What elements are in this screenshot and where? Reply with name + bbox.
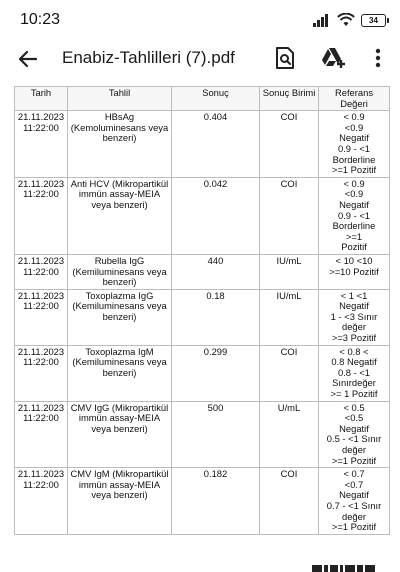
row-reference: < 1 <1 Negatif 1 - <3 Sınır değer >=3 Pozitif — [319, 289, 390, 345]
row-reference: < 0.9 <0.9 Negatif 0.9 - <1 Borderline >=1 Pozitif — [319, 111, 390, 178]
row-date: 21.11.2023 — [17, 289, 65, 301]
row-date-cell — [15, 289, 68, 345]
row-reference: < 0.5 <0.5 Negatif 0.5 - <1 Sınır değer >=1 Pozitif — [319, 401, 390, 468]
row-date-cell — [15, 401, 68, 468]
app-bar — [0, 40, 400, 76]
save-to-drive-button[interactable] — [320, 44, 348, 72]
row-date-cell — [15, 345, 68, 401]
header-reference: Referans Değeri — [319, 87, 390, 111]
search-in-document-button[interactable] — [271, 44, 299, 72]
back-button[interactable] — [14, 45, 42, 73]
row-test: HBsAg (Kemoluminesans veya benzeri) — [68, 111, 172, 178]
signal-icon — [313, 13, 331, 27]
row-date-cell — [15, 177, 68, 254]
row-unit: COI — [260, 468, 319, 535]
table-row — [15, 111, 390, 178]
status-icons — [313, 12, 386, 28]
row-test: Anti HCV (Mikropartikül immün assay-MEIA veya benzeri) — [68, 177, 172, 254]
row-date: 21.11.2023 — [17, 468, 65, 480]
drive-add-icon — [321, 47, 347, 69]
row-reference: < 0.9 <0.9 Negatif 0.9 - <1 Borderline >=1 Pozitif — [319, 177, 390, 254]
battery-icon: 34 — [361, 14, 386, 27]
table-row — [15, 345, 390, 401]
row-time: 11:22:00 — [23, 188, 59, 200]
table-row — [15, 401, 390, 468]
table-row — [15, 289, 390, 345]
row-test: Toxoplazma IgM (Kemiluminesans veya benzeri) — [68, 345, 172, 401]
row-time: 11:22:00 — [23, 356, 59, 368]
qr-code-fragment — [312, 565, 382, 572]
row-date-cell — [15, 254, 68, 289]
header-test: Tahlil — [68, 87, 172, 111]
row-result: 500 — [172, 401, 260, 468]
more-options-button[interactable] — [364, 44, 392, 72]
row-test: CMV IgG (Mikropartikül immün assay-MEIA veya benzeri) — [68, 401, 172, 468]
table-row — [15, 177, 390, 254]
row-reference: < 0.8 < 0.8 Negatif 0.8 - <1 Sınırdeğer >= 1 Pozitif — [319, 345, 390, 401]
header-unit: Sonuç Birimi — [260, 87, 319, 111]
row-date: 21.11.2023 — [17, 177, 65, 189]
row-reference: < 10 <10 >=10 Pozitif — [319, 254, 390, 289]
row-time: 11:22:00 — [23, 300, 59, 312]
row-time: 11:22:00 — [23, 412, 59, 424]
row-time: 11:22:00 — [23, 478, 59, 490]
row-unit: IU/mL — [260, 254, 319, 289]
status-time: 10:23 — [20, 11, 61, 28]
document-search-icon — [275, 47, 295, 69]
row-unit: COI — [260, 345, 319, 401]
header-result: Sonuç — [172, 87, 260, 111]
more-vert-icon — [375, 48, 381, 68]
row-date: 21.11.2023 — [17, 401, 65, 413]
status-bar — [0, 0, 400, 40]
pdf-page[interactable] — [0, 80, 400, 572]
row-time: 11:22:00 — [23, 265, 59, 277]
table-row — [15, 468, 390, 535]
table-row — [15, 254, 390, 289]
table-header-row — [15, 87, 390, 111]
row-test: Rubella IgG (Kemiluminesans veya benzeri) — [68, 254, 172, 289]
row-result: 440 — [172, 254, 260, 289]
row-date: 21.11.2023 — [17, 254, 65, 266]
row-unit: U/mL — [260, 401, 319, 468]
row-result: 0.404 — [172, 111, 260, 178]
row-test: Toxoplazma IgG (Kemiluminesans veya benzeri) — [68, 289, 172, 345]
row-date-cell — [15, 111, 68, 178]
row-unit: COI — [260, 111, 319, 178]
row-unit: IU/mL — [260, 289, 319, 345]
lab-results-table — [14, 86, 390, 535]
row-date: 21.11.2023 — [17, 111, 65, 123]
row-result: 0.182 — [172, 468, 260, 535]
row-date: 21.11.2023 — [17, 345, 65, 357]
row-time: 11:22:00 — [23, 121, 59, 133]
row-unit: COI — [260, 177, 319, 254]
row-result: 0.299 — [172, 345, 260, 401]
row-test: CMV IgM (Mikropartikül immün assay-MEIA veya benzeri) — [68, 468, 172, 535]
row-result: 0.18 — [172, 289, 260, 345]
wifi-icon — [337, 13, 355, 27]
row-reference: < 0.7 <0.7 Negatif 0.7 - <1 Sınır değer >=1 Pozitif — [319, 468, 390, 535]
row-date-cell — [15, 468, 68, 535]
arrow-back-icon — [18, 49, 38, 69]
file-title: Enabiz-Tahlilleri (7).pdf — [62, 48, 235, 67]
header-date: Tarih — [15, 87, 68, 111]
row-result: 0.042 — [172, 177, 260, 254]
